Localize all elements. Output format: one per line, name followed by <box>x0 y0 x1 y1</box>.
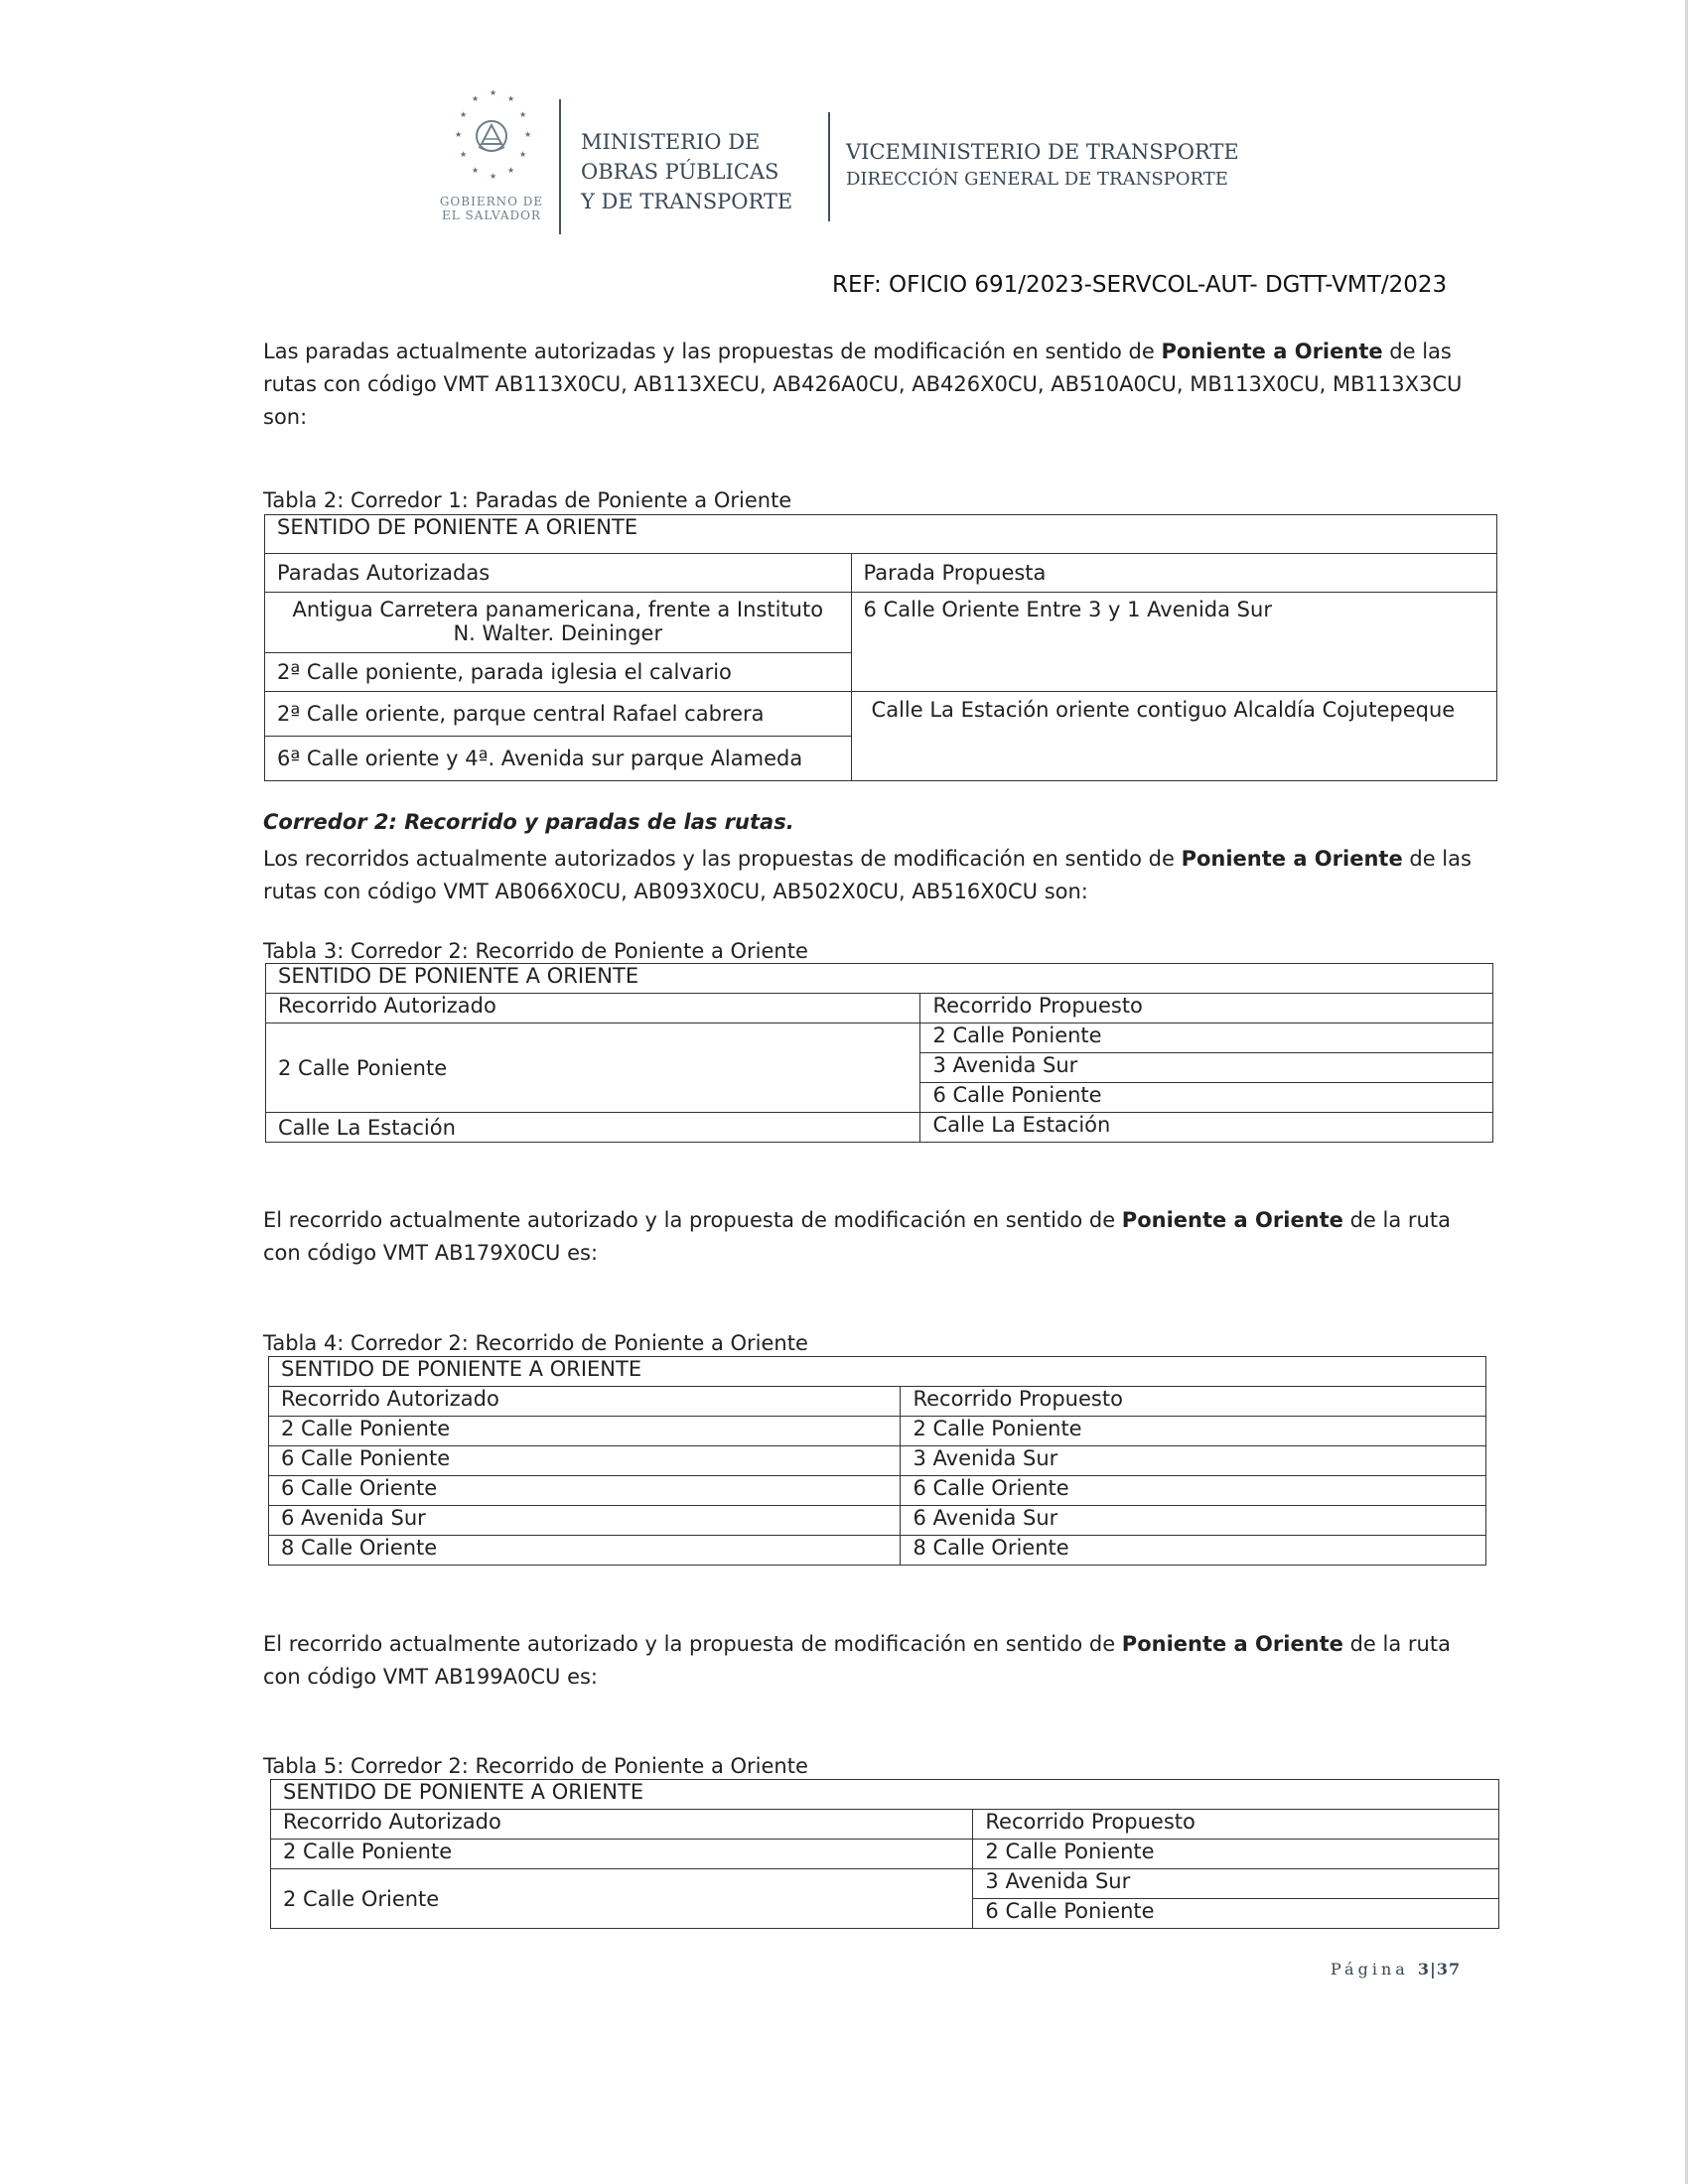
table-cell: 2 Calle Oriente <box>271 1869 973 1929</box>
ministry-name <box>581 127 792 216</box>
letterhead <box>427 87 1321 246</box>
star-icon: ★ <box>490 172 497 181</box>
table-cell: 6 Avenida Sur <box>901 1506 1486 1536</box>
table-cell: 3 Avenida Sur <box>973 1869 1499 1899</box>
page-count: 3|37 <box>1417 1960 1462 1979</box>
column-header: Recorrido Propuesto <box>920 994 1493 1024</box>
ministry-line: Y DE TRANSPORTE <box>581 190 793 213</box>
cell-line: N. Walter. Deininger <box>453 621 663 645</box>
table-cell: 6 Calle Oriente <box>269 1476 901 1506</box>
intro-paragraph-1 <box>263 336 1484 434</box>
emphasis: Poniente a Oriente <box>1121 1632 1343 1656</box>
table-2-caption: Tabla 2: Corredor 1: Paradas de Poniente a Oriente <box>263 488 792 512</box>
text: Los recorridos actualmente autorizados y las propuestas de modificación en sentido de <box>263 847 1182 871</box>
star-icon: ★ <box>519 150 527 159</box>
table-cell: 8 Calle Oriente <box>901 1536 1486 1566</box>
table-5 <box>270 1779 1499 1929</box>
column-header: Recorrido Propuesto <box>901 1387 1486 1417</box>
column-header: Recorrido Autorizado <box>271 1810 973 1840</box>
table-cell: 6 Calle Poniente <box>973 1899 1499 1929</box>
table-cell <box>265 593 852 653</box>
table-4-caption: Tabla 4: Corredor 2: Recorrido de Poniente a Oriente <box>263 1331 808 1355</box>
table-cell: 2 Calle Poniente <box>973 1840 1499 1869</box>
column-header: Recorrido Autorizado <box>266 994 920 1024</box>
page-number <box>1331 1960 1461 1979</box>
header-divider <box>559 99 561 234</box>
seal-caption <box>427 195 556 222</box>
table-row <box>269 1417 1486 1446</box>
text: de la ruta con código VMT AB199A0CU es: <box>263 1632 1451 1689</box>
table-cell: 6 Calle Oriente Entre 3 y 1 Avenida Sur <box>851 593 1496 692</box>
star-icon: ★ <box>472 166 480 175</box>
star-icon: ★ <box>507 166 515 175</box>
column-header: Recorrido Propuesto <box>973 1810 1499 1840</box>
page-label: Página <box>1331 1960 1409 1979</box>
table-row <box>269 1506 1486 1536</box>
table-row <box>269 1476 1486 1506</box>
intro-paragraph-4 <box>263 1628 1484 1694</box>
table-cell: 2 Calle Poniente <box>901 1417 1486 1446</box>
emphasis: Poniente a Oriente <box>1161 340 1383 363</box>
star-icon: ★ <box>460 110 468 119</box>
star-icon: ★ <box>524 130 532 139</box>
table-cell: 6 Calle Poniente <box>920 1083 1493 1113</box>
table-cell: 3 Avenida Sur <box>901 1446 1486 1476</box>
emphasis: Poniente a Oriente <box>1121 1208 1343 1232</box>
text: El recorrido actualmente autorizado y la propuesta de modificación en sentido de <box>263 1208 1122 1232</box>
star-icon: ★ <box>519 110 527 119</box>
table-cell: 2 Calle Poniente <box>920 1024 1493 1053</box>
vice-ministry-name <box>846 137 1239 193</box>
table-cell: 6 Avenida Sur <box>269 1506 901 1536</box>
table-cell: 6 Calle Poniente <box>269 1446 901 1476</box>
cell-line: Antigua Carretera panamericana, frente a Instituto <box>292 598 824 621</box>
table-cell: 2 Calle Poniente <box>269 1417 901 1446</box>
government-seal <box>427 87 556 236</box>
star-icon: ★ <box>490 88 497 97</box>
table-cell: 6ª Calle oriente y 4ª. Avenida sur parque Alameda <box>265 737 852 781</box>
header-divider <box>828 112 830 221</box>
vice-line: VICEMINISTERIO DE TRANSPORTE <box>846 140 1239 164</box>
text: de las rutas con código VMT AB113X0CU, AB113XECU, AB426A0CU, AB426X0CU, AB510A0CU, MB113X0CU, MB113X3CU son: <box>263 340 1463 429</box>
table-cell: Calle La Estación <box>920 1113 1493 1143</box>
table-title: SENTIDO DE PONIENTE A ORIENTE <box>271 1780 1499 1810</box>
text: El recorrido actualmente autorizado y la propuesta de modificación en sentido de <box>263 1632 1122 1656</box>
table-cell: Calle La Estación <box>266 1113 920 1143</box>
star-icon: ★ <box>472 94 480 103</box>
table-cell: 3 Avenida Sur <box>920 1053 1493 1083</box>
text: de la ruta con código VMT AB179X0CU es: <box>263 1208 1451 1265</box>
table-cell: Calle La Estación oriente contiguo Alcaldía Cojutepeque <box>851 692 1496 781</box>
table-cell: 6 Calle Oriente <box>901 1476 1486 1506</box>
star-icon: ★ <box>460 150 468 159</box>
intro-paragraph-3 <box>263 1204 1484 1270</box>
corredor-2-title: Corredor 2: Recorrido y paradas de las rutas. <box>263 810 794 834</box>
ministry-line: MINISTERIO DE <box>581 130 761 154</box>
text: Las paradas actualmente autorizadas y las propuestas de modificación en sentido de <box>263 340 1162 363</box>
table-4 <box>268 1356 1486 1566</box>
star-icon: ★ <box>507 94 515 103</box>
coat-of-arms-icon <box>475 117 508 155</box>
table-3-caption: Tabla 3: Corredor 2: Recorrido de Poniente a Oriente <box>263 939 808 963</box>
table-2 <box>264 514 1497 781</box>
emphasis: Poniente a Oriente <box>1181 847 1403 871</box>
table-title: SENTIDO DE PONIENTE A ORIENTE <box>269 1357 1486 1387</box>
column-header: Parada Propuesta <box>851 554 1496 593</box>
column-header: Paradas Autorizadas <box>265 554 852 593</box>
table-row <box>269 1536 1486 1566</box>
seal-text-line: EL SALVADOR <box>442 208 541 222</box>
column-header: Recorrido Autorizado <box>269 1387 901 1417</box>
table-cell: 2 Calle Poniente <box>266 1024 920 1113</box>
table-cell: 2 Calle Poniente <box>271 1840 973 1869</box>
seal-text-line: GOBIERNO DE <box>439 195 544 208</box>
table-cell: 2ª Calle poniente, parada iglesia el calvario <box>265 653 852 692</box>
ministry-line: OBRAS PÚBLICAS <box>581 160 779 184</box>
table-row <box>269 1446 1486 1476</box>
table-title: SENTIDO DE PONIENTE A ORIENTE <box>265 515 1497 554</box>
text: de las rutas con código VMT AB066X0CU, AB093X0CU, AB502X0CU, AB516X0CU son: <box>263 847 1472 903</box>
table-cell: 8 Calle Oriente <box>269 1536 901 1566</box>
table-3 <box>265 963 1493 1143</box>
table-title: SENTIDO DE PONIENTE A ORIENTE <box>266 964 1493 994</box>
intro-paragraph-2 <box>263 843 1484 908</box>
vice-line: DIRECCIÓN GENERAL DE TRANSPORTE <box>846 169 1228 190</box>
reference-number: REF: OFICIO 691/2023-SERVCOL-AUT- DGTT-VMT/2023 <box>832 272 1448 298</box>
table-cell: 2ª Calle oriente, parque central Rafael cabrera <box>265 692 852 737</box>
star-icon: ★ <box>455 130 463 139</box>
table-5-caption: Tabla 5: Corredor 2: Recorrido de Poniente a Oriente <box>263 1754 808 1778</box>
